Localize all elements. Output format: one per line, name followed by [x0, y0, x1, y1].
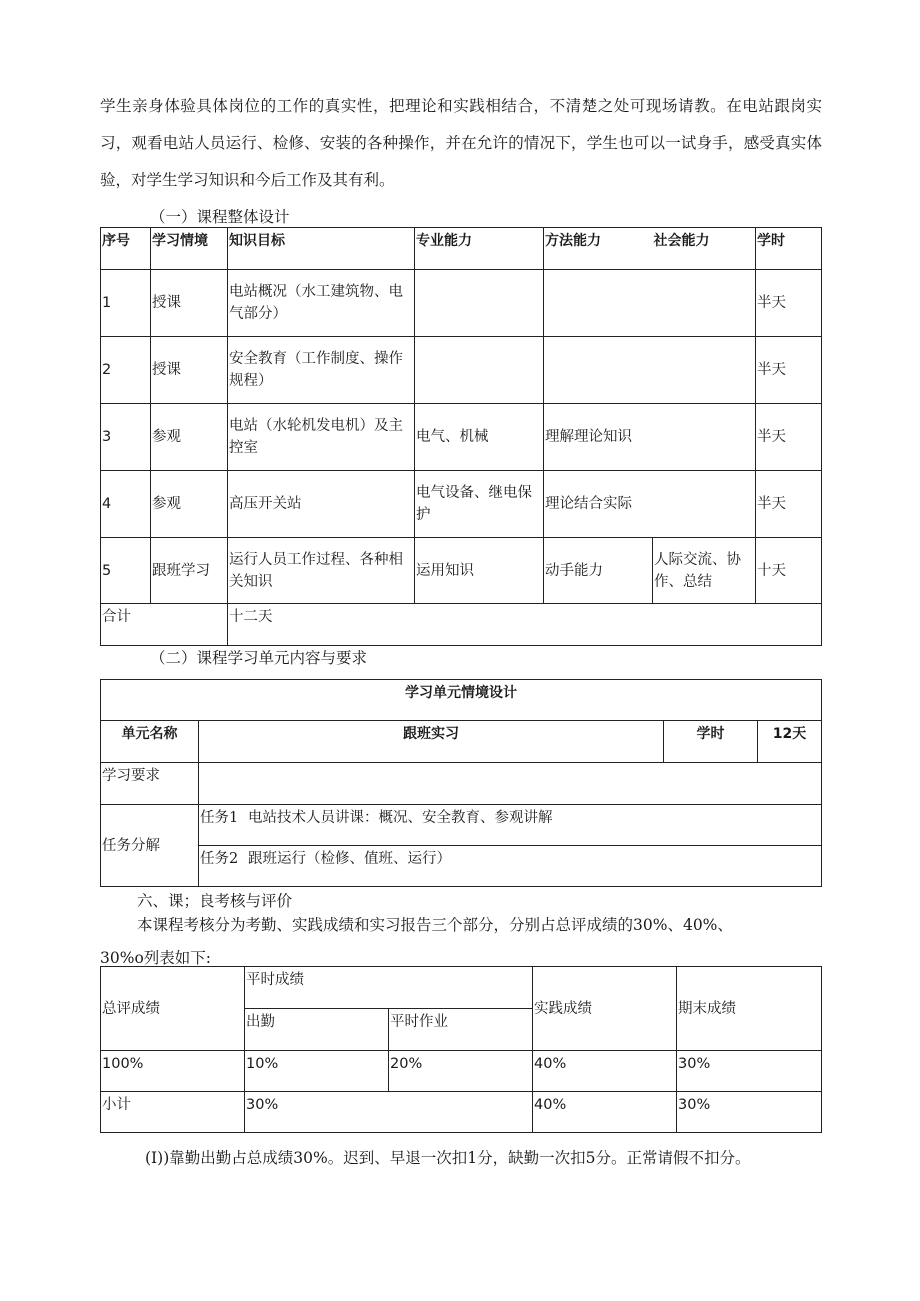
table-row — [101, 404, 822, 471]
cell-hours: 半天 — [756, 337, 822, 404]
cell-situation: 授课 — [151, 270, 228, 337]
section1-title: （一）课程整体设计 — [150, 208, 290, 226]
subtotal-practice: 40% — [533, 1092, 677, 1133]
regular-score-label: 平时成绩 — [245, 967, 533, 1009]
header-knowledge: 知识目标 — [228, 228, 415, 270]
tasks-label: 任务分解 — [101, 805, 199, 887]
table-row — [101, 337, 822, 404]
cell-social — [653, 471, 756, 538]
attendance-label: 出勤 — [245, 1009, 389, 1051]
cell-social — [653, 404, 756, 471]
cell-situation: 授课 — [151, 337, 228, 404]
total-label: 合计 — [101, 604, 228, 646]
cell-method: 理解理论知识 — [544, 404, 653, 471]
cell-knowledge: 安全教育（工作制度、操作规程） — [228, 337, 415, 404]
course-design-table — [100, 227, 822, 646]
cell-knowledge: 高压开关站 — [228, 471, 415, 538]
pct-attendance: 10% — [245, 1051, 389, 1092]
unit-name-label: 单元名称 — [101, 721, 199, 763]
cell-situation: 参观 — [151, 404, 228, 471]
unit-name-value: 跟班实习 — [199, 721, 664, 763]
cell-hours: 十天 — [756, 538, 822, 604]
unit-table-title: 学习单元情境设计 — [101, 680, 822, 721]
homework-label: 平时作业 — [389, 1009, 533, 1051]
cell-social: 人际交流、协作、总结 — [653, 538, 756, 604]
table-row — [101, 1051, 822, 1092]
table-row — [101, 538, 822, 604]
cell-situation: 跟班学习 — [151, 538, 228, 604]
cell-no: 1 — [101, 270, 151, 337]
table-row — [101, 270, 822, 337]
cell-professional: 运用知识 — [415, 538, 544, 604]
header-hours: 学时 — [756, 228, 822, 270]
header-social: 社会能力 — [653, 228, 756, 270]
subtotal-label: 小计 — [101, 1092, 245, 1133]
pct-homework: 20% — [389, 1051, 533, 1092]
cell-social — [653, 270, 756, 337]
cell-knowledge: 电站概况（水工建筑物、电气部分） — [228, 270, 415, 337]
cell-no: 3 — [101, 404, 151, 471]
cell-professional: 电气、机械 — [415, 404, 544, 471]
header-situation: 学习情境 — [151, 228, 228, 270]
cell-no: 4 — [101, 471, 151, 538]
cell-knowledge: 电站（水轮机发电机）及主控室 — [228, 404, 415, 471]
cell-hours: 半天 — [756, 404, 822, 471]
total-row — [101, 604, 822, 646]
cell-hours: 半天 — [756, 471, 822, 538]
cell-no: 5 — [101, 538, 151, 604]
table-row — [101, 471, 822, 538]
task-number: 任务2 — [200, 851, 239, 867]
cell-hours: 半天 — [756, 270, 822, 337]
task-row — [199, 846, 822, 887]
cell-method — [544, 337, 653, 404]
intro-paragraph: 学生亲身体验具体岗位的工作的真实性，把理论和实践相结合，不清楚之处可现场请教。在电站跟岗实习，观看电站人员运行、检修、安装的各种操作，并在允许的情况下，学生也可以一试身手，感受真实体验，对学生学习知识和今后工作及其有利。 — [100, 97, 822, 189]
cell-knowledge: 运行人员工作过程、各种相关知识 — [228, 538, 415, 604]
attendance-note: (I))靠勤出勤占总成绩30%。迟到、早退一次扣1分，缺勤一次扣5分。正常请假不扣分。 — [145, 1149, 751, 1167]
requirement-label: 学习要求 — [101, 763, 199, 805]
header-no: 序号 — [101, 228, 151, 270]
task-desc: 跟班运行（检修、值班、运行） — [248, 851, 451, 867]
unit-design-table — [100, 679, 822, 887]
subtotal-final: 30% — [677, 1092, 822, 1133]
total-score-label: 总评成绩 — [101, 967, 245, 1051]
unit-hours-value: 12天 — [758, 721, 822, 763]
pct-total: 100% — [101, 1051, 245, 1092]
cell-method — [544, 270, 653, 337]
practice-score-label: 实践成绩 — [533, 967, 677, 1051]
cell-professional — [415, 337, 544, 404]
cell-situation: 参观 — [151, 471, 228, 538]
header-professional: 专业能力 — [415, 228, 544, 270]
assessment-intro-line1: 本课程考核分为考勤、实践成绩和实习报告三个部分，分别占总评成绩的30%、40%、 — [137, 916, 733, 934]
total-value: 十二天 — [228, 604, 822, 646]
task-number: 任务1 — [200, 810, 239, 826]
assessment-intro-line2: 30%o列表如下: — [100, 949, 212, 967]
cell-professional — [415, 270, 544, 337]
cell-method: 理论结合实际 — [544, 471, 653, 538]
unit-hours-label: 学时 — [664, 721, 758, 763]
section2-title: （二）课程学习单元内容与要求 — [150, 649, 368, 667]
cell-social — [653, 337, 756, 404]
pct-practice: 40% — [533, 1051, 677, 1092]
section3-title: 六、课；良考核与评价 — [137, 892, 293, 910]
final-score-label: 期末成绩 — [677, 967, 822, 1051]
table-row — [101, 1092, 822, 1133]
task-desc: 电站技术人员讲课：概况、安全教育、参观讲解 — [248, 810, 553, 826]
assessment-table — [100, 966, 822, 1133]
subtotal-regular: 30% — [245, 1092, 533, 1133]
pct-final: 30% — [677, 1051, 822, 1092]
requirement-value — [199, 763, 822, 805]
cell-no: 2 — [101, 337, 151, 404]
header-method: 方法能力 — [544, 228, 653, 270]
task-row — [199, 805, 822, 846]
cell-method: 动手能力 — [544, 538, 653, 604]
cell-professional: 电气设备、继电保护 — [415, 471, 544, 538]
